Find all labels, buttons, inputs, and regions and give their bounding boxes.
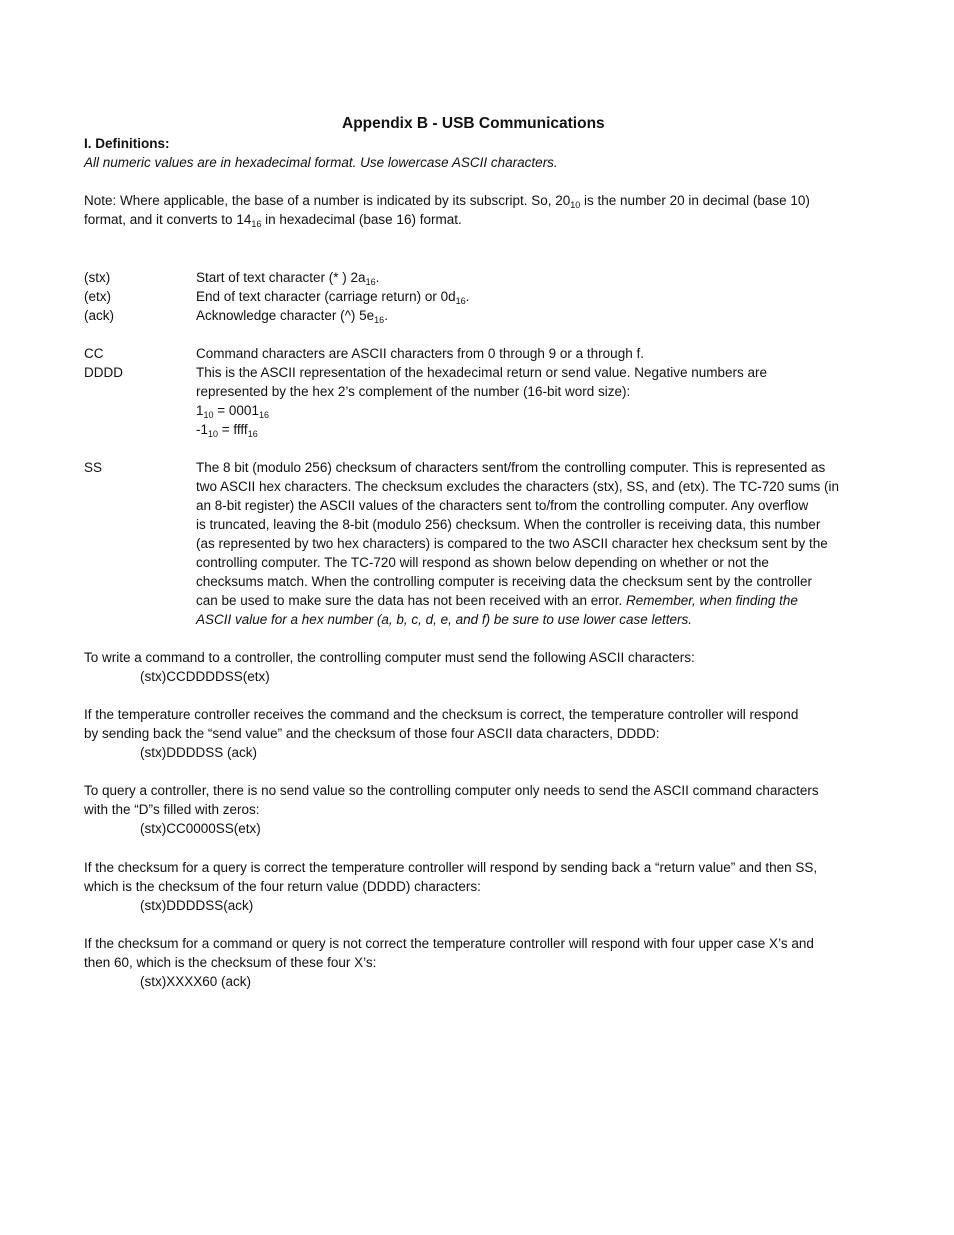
def-text: Start of text character (* ) 2a <box>196 270 366 285</box>
subscript: 16 <box>247 429 258 439</box>
def-term-cc: CC <box>84 346 104 361</box>
subscript: 10 <box>570 200 581 210</box>
def-desc-dddd-line-1: This is the ASCII representation of the hexadecimal return or send value. Negative numbers are <box>196 365 768 380</box>
subscript: 16 <box>258 410 269 420</box>
def-desc-ss-line: two ASCII hex characters. The checksum excludes the characters (stx), SS, and (etx). The TC-720 sums (in <box>196 479 840 494</box>
intro-text: All numeric values are in hexadecimal format. Use lowercase ASCII characters. <box>84 155 558 170</box>
subscript: 10 <box>208 429 219 439</box>
subscript: 16 <box>251 219 262 229</box>
def-text: . <box>465 289 470 304</box>
def-text: Acknowledge character (^) 5e <box>196 308 375 323</box>
def-term-ss: SS <box>84 460 103 475</box>
subscript: 16 <box>455 296 466 306</box>
def-text: End of text character (carriage return) or 0d <box>196 289 456 304</box>
def-desc-ss-line: is truncated, leaving the 8-bit (modulo 256) checksum. When the controller is receiving data, this number <box>196 517 821 532</box>
def-desc-etx <box>196 287 469 306</box>
dddd-example-1 <box>196 401 269 420</box>
write-response-paragraph: by sending back the “send value” and the checksum of those four ASCII data characters, DDDD: <box>84 726 660 741</box>
note-text: format, and it converts to 14 <box>84 212 252 227</box>
error-paragraph: then 60, which is the checksum of these four X’s: <box>84 955 377 970</box>
query-response-code: (stx)DDDDSS(ack) <box>140 898 254 913</box>
note-text: in hexadecimal (base 16) format. <box>261 212 462 227</box>
query-response-paragraph: If the checksum for a query is correct the temperature controller will respond by sending back a “return value” and then SS, <box>84 860 818 875</box>
def-text: . <box>384 308 388 323</box>
note-text: Note: Where applicable, the base of a number is indicated by its subscript. So, 20 <box>84 193 571 208</box>
def-term-dddd: DDDD <box>84 365 123 380</box>
error-code: (stx)XXXX60 (ack) <box>140 974 252 989</box>
def-desc-ss-line: ASCII value for a hex number (a, b, c, d, e, and f) be sure to use lower case letters. <box>196 612 692 627</box>
query-response-paragraph: which is the checksum of the four return value (DDDD) characters: <box>84 879 481 894</box>
subscript: 16 <box>365 277 376 287</box>
def-desc-ss-line: an 8-bit register) the ASCII values of the characters sent to/from the controlling computer. Any overflow <box>196 498 809 513</box>
error-paragraph: If the checksum for a command or query is not correct the temperature controller will respond with four upper case X’s and <box>84 936 814 951</box>
def-term-etx: (etx) <box>84 289 111 304</box>
query-code: (stx)CC0000SS(etx) <box>140 821 261 836</box>
note-text: is the number 20 in decimal (base 10) <box>580 193 810 208</box>
def-desc-ack <box>196 306 388 325</box>
note-line-1 <box>84 191 810 210</box>
def-desc-ss-line: controlling computer. The TC-720 will respond as shown below depending on whether or not the <box>196 555 769 570</box>
write-paragraph: To write a command to a controller, the controlling computer must send the following ASCII characters: <box>84 650 695 665</box>
write-response-code: (stx)DDDDSS (ack) <box>140 745 257 760</box>
def-text: . <box>375 270 380 285</box>
def-term-stx: (stx) <box>84 270 111 285</box>
def-desc-stx <box>196 268 379 287</box>
query-paragraph: with the “D”s filled with zeros: <box>84 802 260 817</box>
def-desc-ss-line: The 8 bit (modulo 256) checksum of characters sent/from the controlling computer. This is represented as <box>196 460 826 475</box>
def-text: can be used to make sure the data has not been received with an error. <box>196 593 627 608</box>
subscript: 10 <box>203 410 214 420</box>
query-paragraph: To query a controller, there is no send value so the controlling computer only needs to send the ASCII command characters <box>84 783 819 798</box>
section-heading: I. Definitions: <box>84 136 170 151</box>
def-term-ack: (ack) <box>84 308 114 323</box>
example-text: 1 <box>196 403 204 418</box>
def-desc-ss-line <box>196 591 798 610</box>
def-text-italic: Remember, when finding the <box>626 593 798 608</box>
def-desc-ss-line: (as represented by two hex characters) is compared to the two ASCII character hex checksum sent by the <box>196 536 828 551</box>
write-code: (stx)CCDDDDSS(etx) <box>140 669 270 684</box>
def-desc-dddd-line-2: represented by the hex 2’s complement of the number (16-bit word size): <box>196 384 631 399</box>
def-desc-ss-line: checksums match. When the controlling computer is receiving data the checksum sent by the controller <box>196 574 813 589</box>
example-text: = 0001 <box>213 403 259 418</box>
subscript: 16 <box>374 315 385 325</box>
write-response-paragraph: If the temperature controller receives the command and the checksum is correct, the temperature controller will respond <box>84 707 799 722</box>
def-desc-cc: Command characters are ASCII characters from 0 through 9 or a through f. <box>196 346 644 361</box>
dddd-example-2 <box>196 420 258 439</box>
page-title: Appendix B - USB Communications <box>342 115 605 132</box>
example-text: -1 <box>196 422 209 437</box>
note-line-2 <box>84 210 462 229</box>
example-text: = ffff <box>218 422 248 437</box>
